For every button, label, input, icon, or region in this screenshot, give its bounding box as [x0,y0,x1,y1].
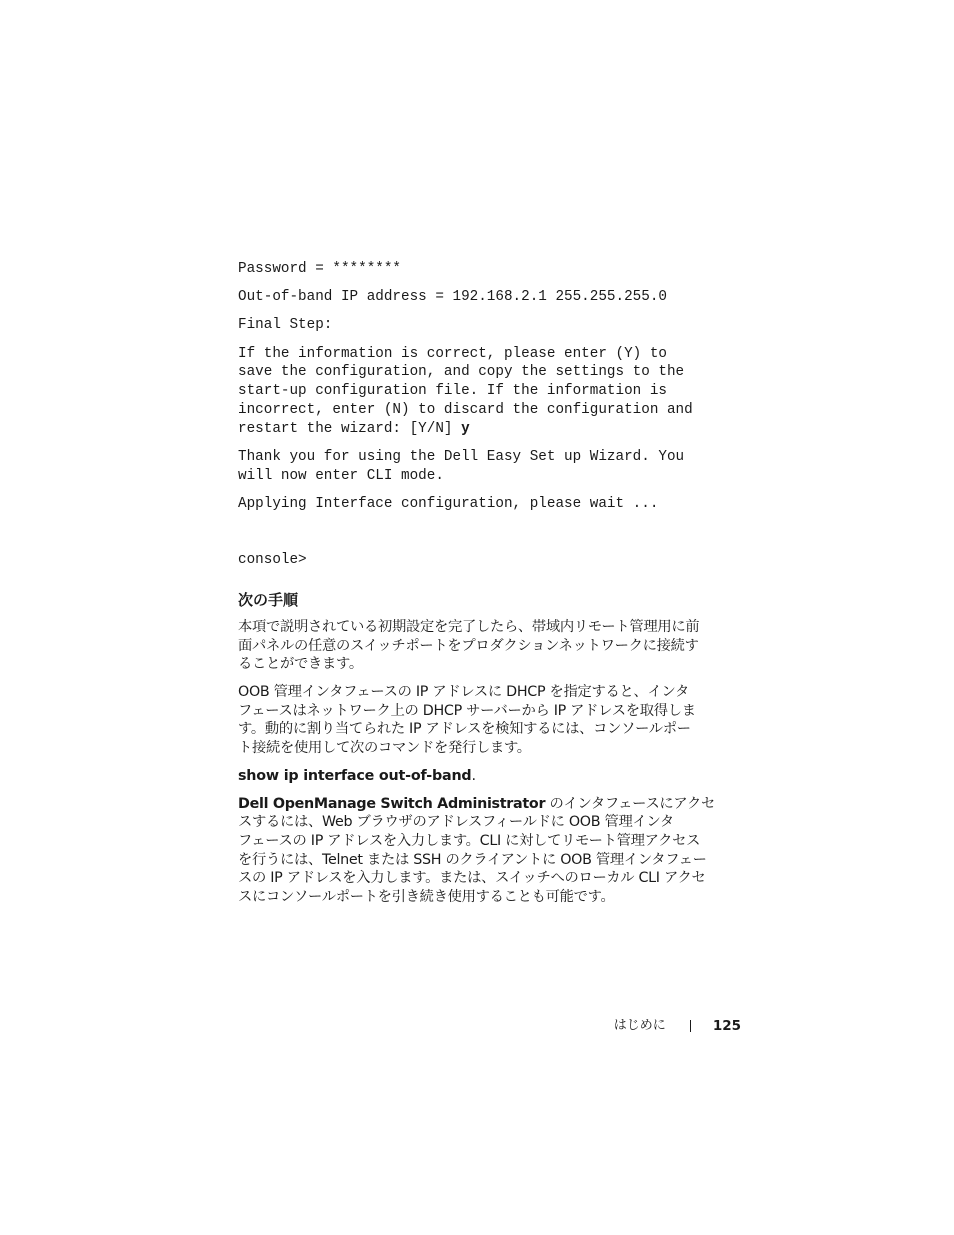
console-password-line: Password = ******** [238,261,402,277]
paragraph-line: 本項で説明されている初期設定を完了したら、帯域内リモート管理用に前 [238,618,700,635]
paragraph-line: スにコンソールポートを引き続き使用することも可能です。 [238,889,615,906]
console-final-step: Final Step: [238,317,333,334]
console-confirm-line: save the configuration, and copy the settings to the [238,364,685,381]
paragraph-line-rest: のインタフェースにアクセ [545,795,715,812]
paragraph-line [238,795,742,814]
console-prompt: console> [238,552,307,569]
footer-chapter: はじめに [613,1018,666,1033]
paragraph-line: を行うには、Telnet または SSH のクライアントに OOB 管理インタフェー [238,851,707,868]
paragraph-line: スの IP アドレスを入力します。または、スイッチへのローカル CLI アクセ [238,870,706,887]
console-confirm-line: If the information is correct, please enter (Y) to [238,345,667,362]
console-confirm-line: incorrect, enter (N) to discard the configuration and [238,401,693,418]
command-line [238,767,742,786]
command-text: show ip interface out-of-band [238,767,472,784]
console-gap [238,523,742,551]
page-footer [614,1016,741,1036]
section-heading: 次の手順 [238,590,299,609]
paragraph-dhcp [238,683,742,758]
paragraph-access [238,795,742,907]
console-thanks-line: Thank you for using the Dell Easy Set up Wizard. You [238,448,685,465]
paragraph-line: ト接続を使用して次のコマンドを発行します。 [238,740,531,757]
footer-divider [690,1020,691,1032]
console-confirm-line: start-up configuration file. If the information is [238,383,667,400]
paragraph-line: OOB 管理インタフェースの IP アドレスに DHCP を指定すると、インタ [238,684,689,701]
page-content [238,260,742,916]
paragraph-line: ることができます。 [238,656,363,673]
console-thanks-block [238,448,742,486]
console-applying-line: Applying Interface configuration, please wait ... [238,495,659,512]
paragraph-line: フェースの IP アドレスを入力します。CLI に対してリモート管理アクセス [238,832,701,849]
paragraph-line: 面パネルの任意のスイッチポートをプロダクションネットワークに接続す [238,637,699,654]
console-confirm-block [238,345,742,439]
console-confirm-line: restart the wizard: [Y/N] [238,420,462,437]
command-period: . [471,767,477,784]
product-name: Dell OpenManage Switch Administrator [238,795,546,812]
paragraph-line: フェースはネットワーク上の DHCP サーバーから IP アドレスを取得しま [238,702,696,719]
page-number: 125 [712,1018,741,1034]
paragraph-intro [238,618,742,674]
console-confirm-answer: y [461,420,470,437]
paragraph-line: す。動的に割り当てられた IP アドレスを検知するには、コンソールポー [238,721,691,738]
console-thanks-line: will now enter CLI mode. [238,467,444,484]
paragraph-line: スするには、Web ブラウザのアドレスフィールドに OOB 管理インタ [238,814,674,831]
console-oob-line: Out-of-band IP address = 192.168.2.1 255.255.255.0 [238,289,667,306]
